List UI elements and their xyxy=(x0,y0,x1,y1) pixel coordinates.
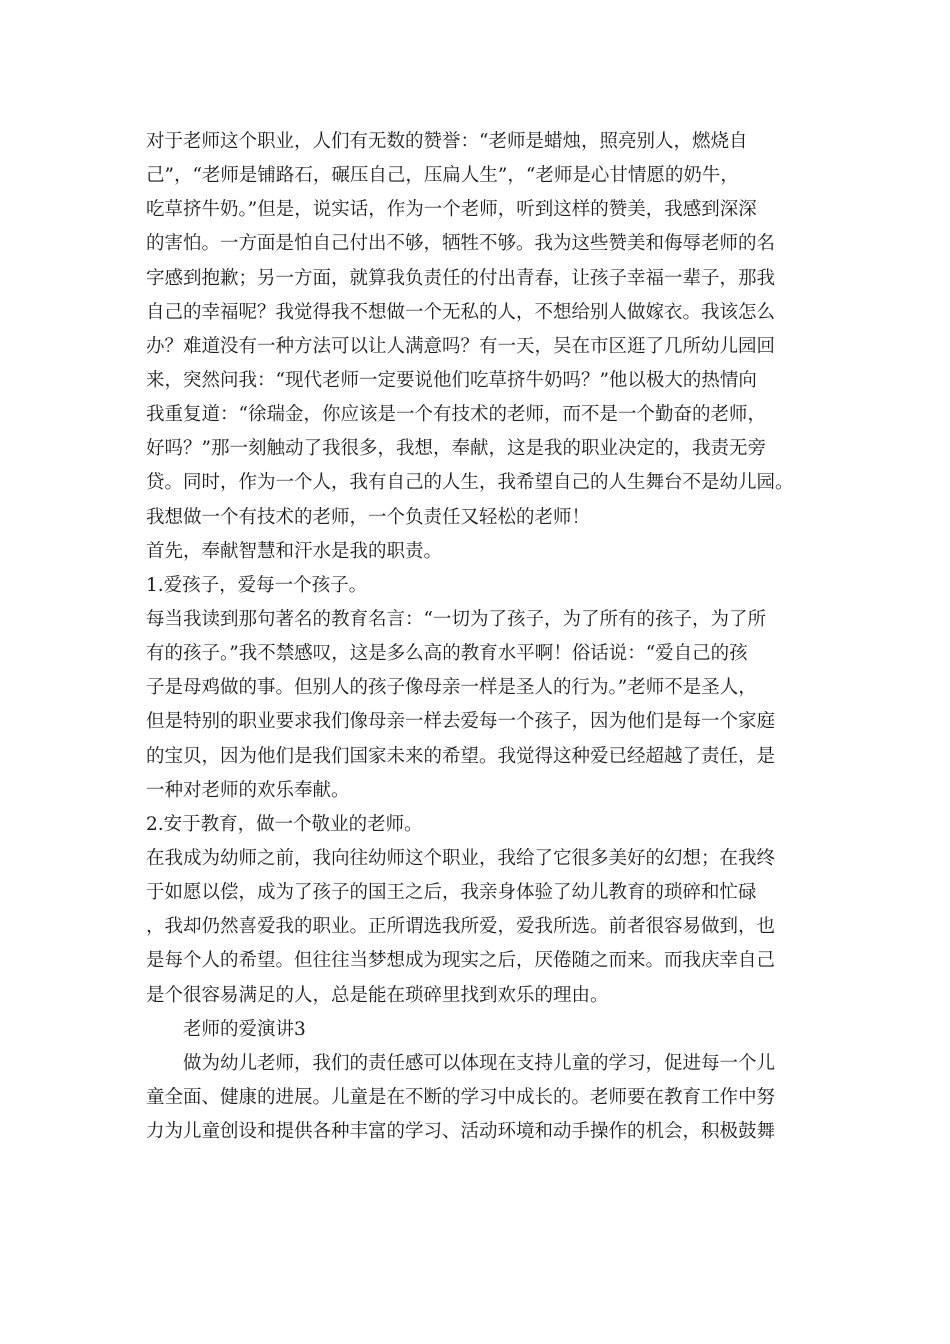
text-line: 的宝贝，因为他们是我们国家未来的希望。我觉得这种爱已经超越了责任，是 xyxy=(146,745,776,767)
text-line: 己”，“老师是铺路石，碾压自己，压扁人生”，“老师是心甘情愿的奶牛， xyxy=(146,165,739,187)
text-line: 是每个人的希望。但往往当梦想成为现实之后，厌倦随之而来。而我庆幸自己 xyxy=(146,950,776,972)
text-line: 子是母鸡做的事。但别人的孩子像母亲一样是圣人的行为。”老师不是圣人， xyxy=(146,677,757,699)
text-line: 力为儿童创设和提供各种丰富的学习、活动环境和动手操作的机会，积极鼓舞 xyxy=(146,1121,776,1143)
text-line: 1.爱孩子，爱每一个孩子。 xyxy=(146,574,368,596)
text-line: 是个很容易满足的人，总是能在琐碎里找到欢乐的理由。 xyxy=(146,984,609,1006)
text-line: 2.安于教育，做一个敬业的老师。 xyxy=(146,813,423,835)
text-line: 我重复道：“徐瑞金，你应该是一个有技术的老师，而不是一个勤奋的老师， xyxy=(146,404,766,426)
text-line: 老师的爱演讲3 xyxy=(183,1018,306,1040)
text-line: 吃草挤牛奶。”但是，说实话，作为一个老师，听到这样的赞美，我感到深深 xyxy=(146,199,757,221)
text-line: 自己的幸福呢？我觉得我不想做一个无私的人，不想给别人做嫁衣。我该怎么 xyxy=(146,301,776,323)
text-line: 办？难道没有一种方法可以让人满意吗？有一天，吴在市区逛了几所幼儿园回 xyxy=(146,335,776,357)
text-line: ，我却仍然喜爱我的职业。正所谓选我所爱，爱我所选。前者很容易做到，也 xyxy=(146,916,776,938)
text-line: 一种对老师的欢乐奉献。 xyxy=(146,779,350,801)
text-line: 首先，奉献智慧和汗水是我的职责。 xyxy=(146,540,443,562)
text-line: 童全面、健康的进展。儿童是在不断的学习中成长的。老师要在教育工作中努 xyxy=(146,1086,776,1108)
text-line: 于如愿以偿，成为了孩子的国王之后，我亲身体验了幼儿教育的琐碎和忙碌 xyxy=(146,882,757,904)
text-line: 做为幼儿老师，我们的责任感可以体现在支持儿童的学习，促进每一个儿 xyxy=(183,1052,776,1074)
text-line: 的害怕。一方面是怕自己付出不够，牺牲不够。我为这些赞美和侮辱老师的名 xyxy=(146,233,776,255)
text-line: 在我成为幼师之前，我向往幼师这个职业，我给了它很多美好的幻想；在我终 xyxy=(146,847,776,869)
document-body xyxy=(146,125,816,1149)
text-line: 对于老师这个职业，人们有无数的赞誉：“老师是蜡烛，照亮别人，燃烧自 xyxy=(146,131,748,152)
text-line: 每当我读到那句著名的教育名言：“一切为了孩子，为了所有的孩子，为了所 xyxy=(146,608,766,630)
text-line: 贷。同时，作为一个人，我有自己的人生，我希望自己的人生舞台不是幼儿园。 xyxy=(146,472,794,494)
text-line: 好吗？”那一刻触动了我很多，我想，奉献，这是我的职业决定的，我责无旁 xyxy=(146,438,766,460)
text-line: 我想做一个有技术的老师，一个负责任又轻松的老师！ xyxy=(146,506,591,528)
text-line: 来，突然问我：“现代老师一定要说他们吃草挤牛奶吗？”他以极大的热情向 xyxy=(146,369,757,391)
text-line: 但是特别的职业要求我们像母亲一样去爱每一个孩子，因为他们是每一个家庭 xyxy=(146,711,776,733)
text-line: 有的孩子。”我不禁感叹，这是多么高的教育水平啊！俗话说：“爱自己的孩 xyxy=(146,643,748,665)
text-line: 字感到抱歉；另一方面，就算我负责任的付出青春，让孩子幸福一辈子，那我 xyxy=(146,267,776,289)
